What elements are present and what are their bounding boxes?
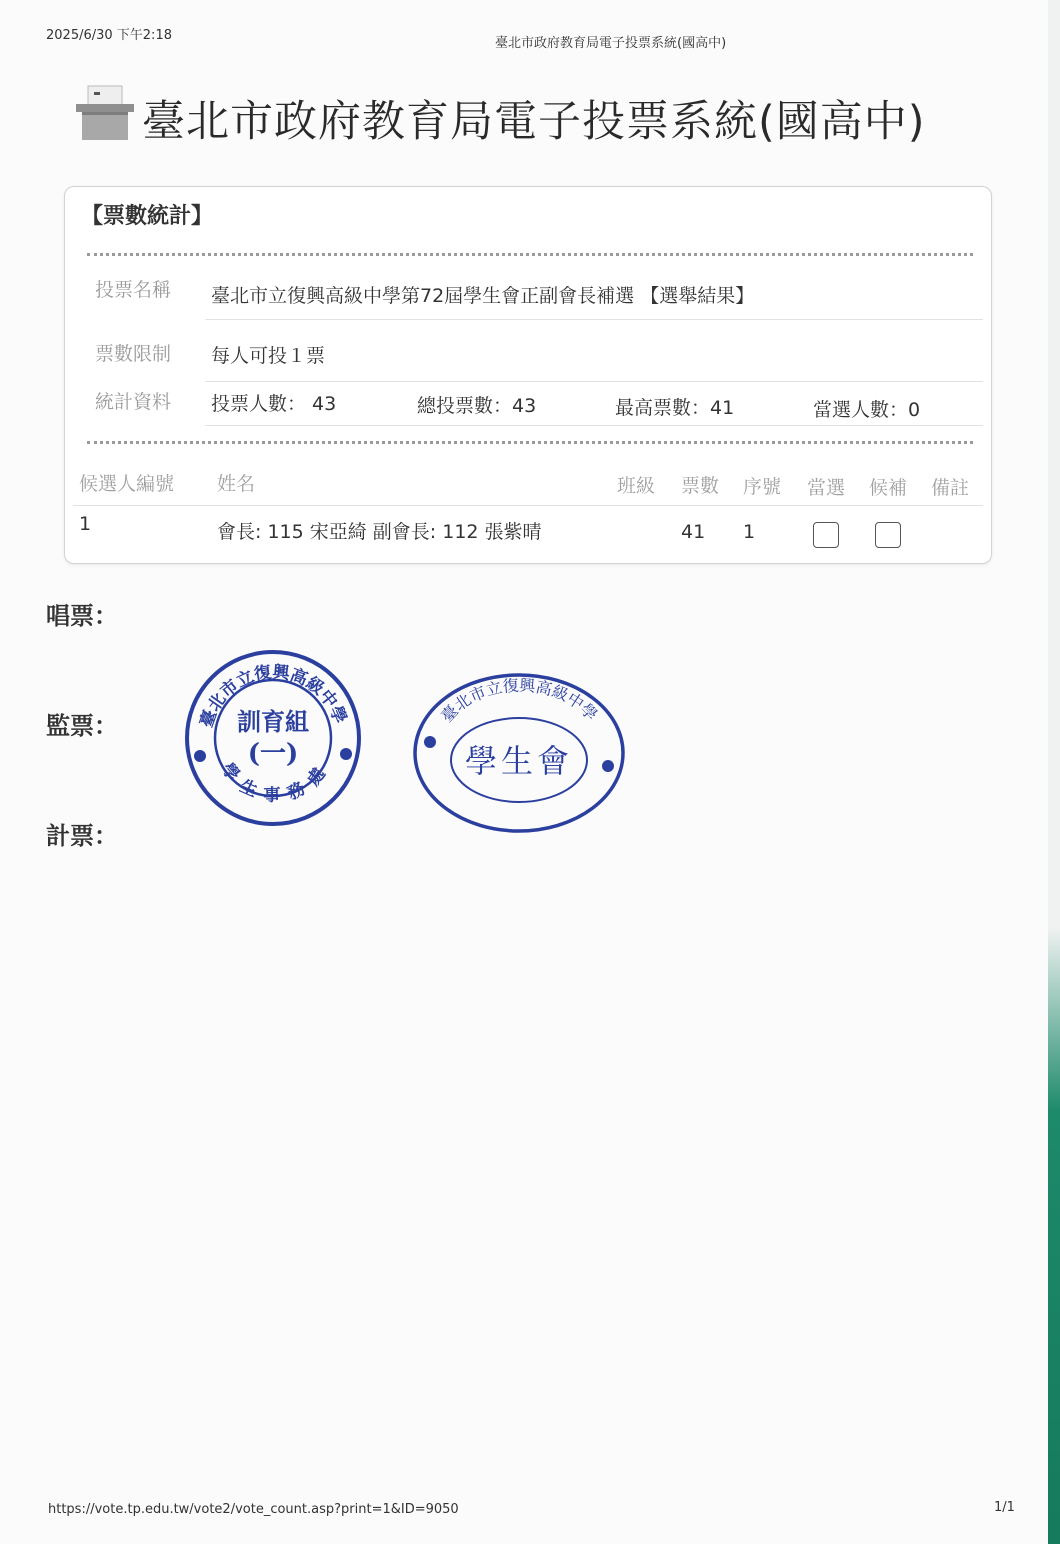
- alternate-checkbox[interactable]: [875, 522, 901, 548]
- counter-label: 計票：: [46, 822, 118, 850]
- vote-limit-label: 票數限制: [95, 343, 172, 365]
- row-divider: [205, 319, 983, 320]
- col-header-candidate-id: 候選人編號: [79, 473, 175, 495]
- footer-url: https://vote.tp.edu.tw/vote2/vote_count.asp?print=1&ID=9050: [48, 1502, 459, 1517]
- row-divider: [205, 381, 983, 382]
- stat-max-votes: 最高票數：41: [615, 397, 735, 419]
- seal1-center-line1: 訓育組: [237, 707, 309, 736]
- stat-total-votes: 總投票數：43: [417, 395, 537, 417]
- stats-label: 統計資料: [95, 391, 172, 413]
- dotted-divider: [87, 441, 973, 444]
- table-header-divider: [73, 505, 983, 506]
- print-page-title: 臺北市政府教育局電子投票系統(國高中): [495, 36, 727, 51]
- vote-limit-value: 每人可投１票: [211, 345, 326, 367]
- col-header-rank: 序號: [743, 476, 782, 498]
- dotted-divider: [87, 253, 973, 256]
- cell-candidate-id: 1: [79, 513, 92, 535]
- supervisor-label: 監票：: [46, 712, 118, 740]
- col-header-votes: 票數: [681, 475, 720, 497]
- vote-name-label: 投票名稱: [95, 279, 172, 301]
- page-title: 臺北市政府教育局電子投票系統(國高中): [142, 97, 926, 147]
- col-header-elected: 當選: [807, 477, 846, 499]
- card-heading: 【票數統計】: [81, 204, 214, 229]
- cell-votes: 41: [681, 521, 706, 543]
- cell-candidate-name: 會長: 115 宋亞綺 副會長: 112 張紫晴: [217, 521, 542, 543]
- vote-name-value: 臺北市立復興高級中學第72屆學生會正副會長補選 【選舉結果】: [211, 285, 755, 307]
- col-header-class: 班級: [617, 475, 656, 497]
- student-council-seal: [410, 670, 628, 836]
- background-edge: [1048, 0, 1060, 1544]
- seal1-bottom-text: 學生事務處: [216, 756, 336, 807]
- seal1-ring-text: 臺北市立復興高級中學: [196, 662, 350, 731]
- seal2-center-text: 學生會: [464, 742, 574, 780]
- stat-voters: 投票人數： 43: [211, 393, 337, 415]
- cell-rank: 1: [743, 521, 756, 543]
- vote-statistics-card: [64, 186, 992, 564]
- col-header-note: 備註: [931, 477, 970, 499]
- col-header-name: 姓名: [217, 473, 256, 495]
- row-divider: [205, 425, 983, 426]
- stat-elected-count: 當選人數：0: [813, 399, 921, 421]
- ballot-box-icon: [74, 82, 136, 144]
- footer-page-number: 1/1: [994, 1500, 1015, 1515]
- elected-checkbox[interactable]: [813, 522, 839, 548]
- student-affairs-seal: [182, 644, 364, 832]
- announcer-label: 唱票：: [46, 602, 118, 630]
- print-datetime: 2025/6/30 下午2:18: [46, 28, 172, 43]
- col-header-alternate: 候補: [869, 477, 908, 499]
- seal2-ring-text: 臺北市立復興高級中學: [437, 675, 602, 726]
- seal1-center-line2: (一): [247, 739, 299, 769]
